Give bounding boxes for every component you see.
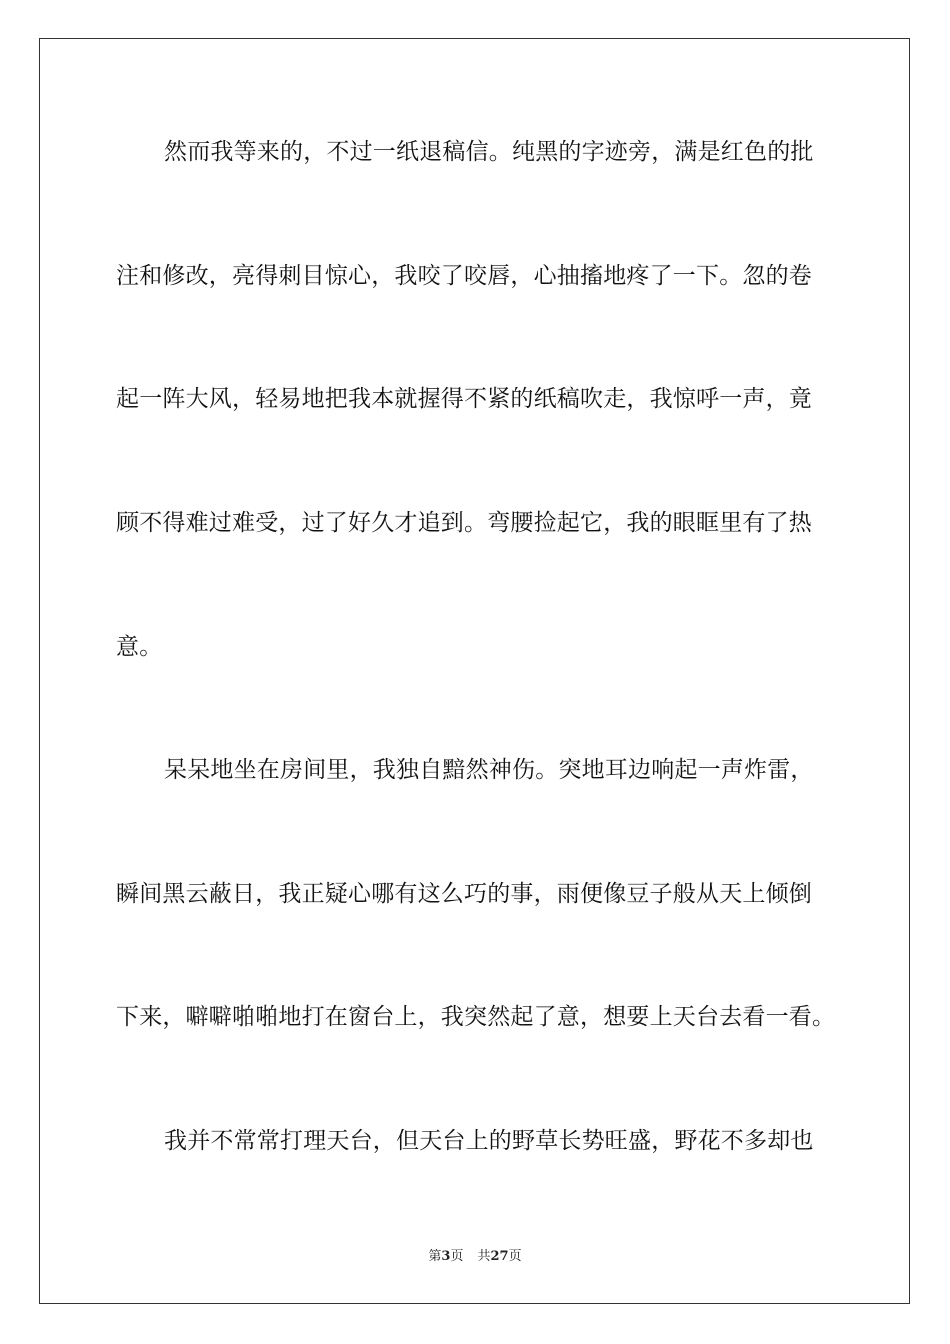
page-number: 3 (441, 1249, 451, 1264)
total-suffix: 页 (508, 1249, 522, 1264)
total-prefix: 共 (477, 1249, 491, 1264)
text-line: 瞬间黑云蔽日，我正疑心哪有这么巧的事，雨便像豆子般从天上倾倒 (116, 881, 812, 907)
text-line: 呆呆地坐在房间里，我独自黯然神伤。突地耳边响起一声炸雷， (164, 757, 814, 783)
page-footer (0, 1248, 950, 1266)
text-line: 然而我等来的，不过一纸退稿信。纯黑的字迹旁，满是红色的批 (164, 139, 814, 165)
page-border (39, 38, 910, 1304)
text-line: 顾不得难过难受，过了好久才追到。弯腰捡起它，我的眼眶里有了热 (116, 510, 812, 536)
text-line: 注和修改，亮得刺目惊心，我咬了咬唇，心抽搐地疼了一下。忽的卷 (116, 263, 812, 289)
text-line: 起一阵大风，轻易地把我本就握得不紧的纸稿吹走，我惊呼一声，竟 (116, 386, 812, 412)
text-line: 我并不常常打理天台，但天台上的野草长势旺盛，野花不多却也 (164, 1128, 814, 1154)
text-line: 意。 (116, 634, 163, 660)
total-pages: 27 (490, 1249, 509, 1264)
page-prefix: 第 (428, 1249, 442, 1264)
page-suffix: 页 (450, 1249, 464, 1264)
text-line: 下来，噼噼啪啪地打在窗台上，我突然起了意，想要上天台去看一看。 (116, 1004, 836, 1030)
